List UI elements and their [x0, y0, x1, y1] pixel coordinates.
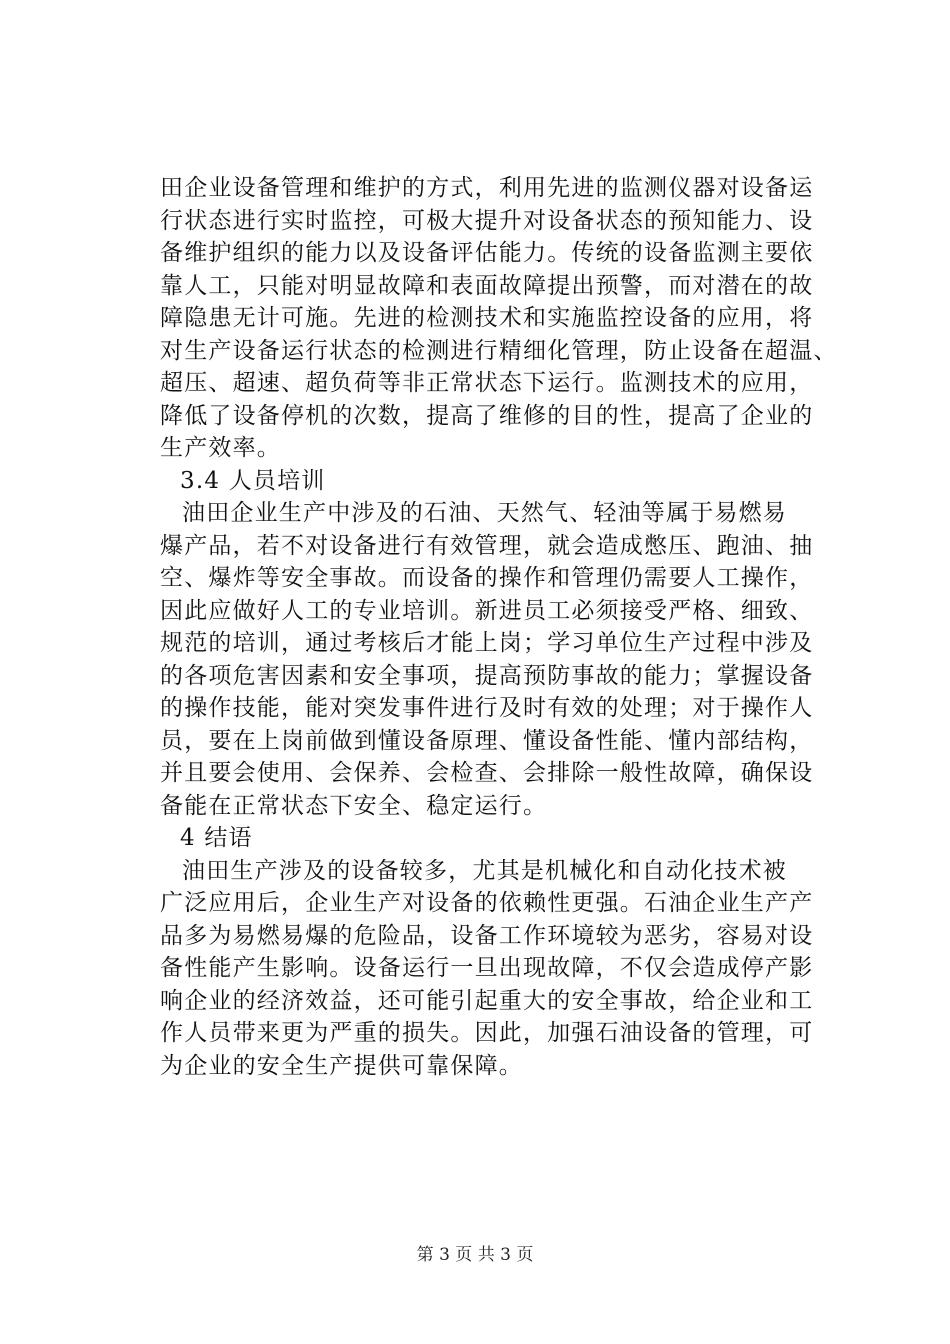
text-line: 障隐患无计可施。先进的检测技术和实施监控设备的应用，将 — [160, 305, 814, 331]
text-line: 田企业设备管理和维护的方式，利用先进的监测仪器对设备运 — [160, 175, 814, 201]
text-line: 广泛应用后，企业生产对设备的依赖性更强。石油企业生产产 — [160, 890, 814, 916]
text-line: 为企业的安全生产提供可靠保障。 — [160, 1052, 523, 1079]
text-line: 并且要会使用、会保养、会检查、会排除一般性故障，确保设 — [160, 760, 814, 786]
section-heading: 4 结语 — [180, 825, 253, 851]
text-line: 的操作技能，能对突发事件进行及时有效的处理；对于操作人 — [160, 695, 814, 721]
text-line: 生产效率。 — [160, 435, 281, 461]
text-line: 降低了设备停机的次数，提高了维修的目的性，提高了企业的 — [160, 402, 814, 429]
text-line: 靠人工，只能对明显故障和表面故障提出预警，而对潜在的故 — [160, 272, 814, 299]
text-line: 行状态进行实时监控，可极大提升对设备状态的预知能力、设 — [160, 207, 814, 234]
text-line: 响企业的经济效益，还可能引起重大的安全事故，给企业和工 — [160, 987, 814, 1014]
text-line: 油田企业生产中涉及的石油、天然气、轻油等属于易燃易 — [182, 500, 787, 526]
page-footer: 第 3 页 共 3 页 — [416, 1245, 534, 1265]
document-body — [160, 172, 860, 1082]
text-line: 员，要在上岗前做到懂设备原理、懂设备性能、懂内部结构， — [160, 727, 814, 754]
text-line: 的各项危害因素和安全事项，提高预防事故的能力；掌握设备 — [160, 662, 814, 689]
section-heading: 3.4 人员培训 — [180, 467, 326, 494]
text-line: 规范的培训，通过考核后才能上岗；学习单位生产过程中涉及 — [160, 630, 814, 656]
text-line: 油田生产涉及的设备较多，尤其是机械化和自动化技术被 — [182, 857, 787, 884]
text-line: 因此应做好人工的专业培训。新进员工必须接受严格、细致、 — [160, 597, 814, 624]
text-line: 超压、超速、超负荷等非正常状态下运行。监测技术的应用， — [160, 370, 814, 396]
text-line: 备能在正常状态下安全、稳定运行。 — [160, 792, 548, 819]
text-line: 对生产设备运行状态的检测进行精细化管理，防止设备在超温、 — [160, 337, 838, 364]
text-line: 品多为易燃易爆的危险品，设备工作环境较为恶劣，容易对设 — [160, 922, 814, 949]
text-line: 空、爆炸等安全事故。而设备的操作和管理仍需要人工操作， — [160, 565, 814, 591]
text-line: 作人员带来更为严重的损失。因此，加强石油设备的管理，可 — [160, 1020, 814, 1046]
text-line: 备性能产生影响。设备运行一旦出现故障，不仅会造成停产影 — [160, 955, 814, 981]
text-line: 备维护组织的能力以及设备评估能力。传统的设备监测主要依 — [160, 240, 814, 266]
text-line: 爆产品，若不对设备进行有效管理，就会造成憋压、跑油、抽 — [160, 532, 814, 559]
